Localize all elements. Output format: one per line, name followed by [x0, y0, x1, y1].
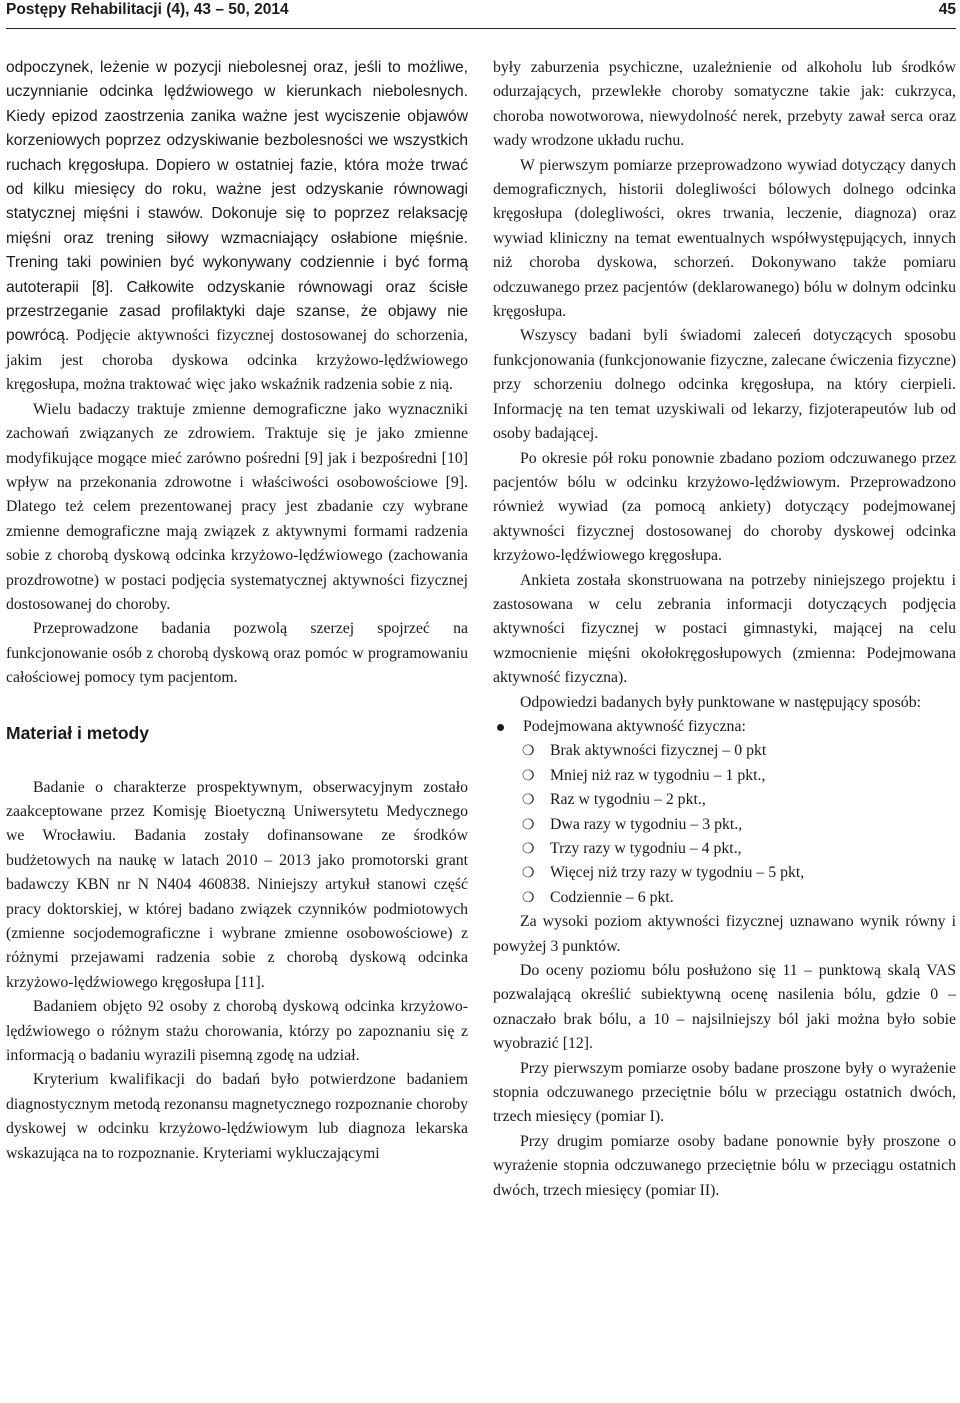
page-number: 45: [938, 1, 956, 18]
circle-bullet-icon: ❍: [522, 865, 535, 882]
list-item-label: Brak aktywności fizycznej – 0 pkt: [550, 742, 767, 760]
paragraph: były zaburzenia psychiczne, uzależnienie od alkoholu lub środków odurzających, przewlekłe choroby somatyczne takie jak: cukrzyca, choroba nowotworowa, niewydolność nerek, przebyty zawał serca oraz wady wrodzone układu ruchu.: [493, 59, 956, 150]
list-item: [493, 861, 956, 885]
paragraph: Przy pierwszym pomiarze osoby badane proszone były o wyrażenie stopnia odczuwanego przeciętnie bólu w przeciągu ostatnich dwóch, trzech miesięcy (pomiar I).: [493, 1059, 956, 1126]
sub-list: [493, 739, 956, 910]
paragraph: Po okresie pół roku ponownie zbadano poziom odczuwanego przez pacjentów bólu w odcinku krzyżowo-lędźwiowym. Przeprowadzono również wywiad (za pomocą ankiety) dotyczący podejmowanej aktywności fizycznej dostosowanej do choroby dyskowej odcinka krzyżowo-lędźwiowego kręgosłupa.: [493, 449, 956, 565]
running-header: [6, 0, 956, 29]
paragraph: Odpowiedzi badanych były punktowane w następujący sposób:: [520, 693, 921, 711]
circle-bullet-icon: ❍: [522, 889, 535, 906]
paragraph: Ankieta została skonstruowana na potrzeby niniejszego projektu i zastosowana w celu zebrania informacji dotyczących podjęcia aktywności fizycznej w postaci gimnastyki, mającej na celu wzmocnienie mięśni okołokręgosłupowych (zmienna: Podejmowana aktywność fizyczna).: [493, 571, 956, 687]
right-column: [493, 56, 956, 1203]
list-item: [493, 813, 956, 837]
section-heading: Materiał i metody: [6, 722, 149, 743]
circle-bullet-icon: ❍: [522, 841, 535, 857]
list-item-label: Codziennie – 6 pkt.: [550, 888, 674, 906]
circle-bullet-icon: ❍: [522, 816, 535, 833]
paragraph-text: Podjęcie aktywności fizycznej dostosowanej do schorzenia, jakim jest choroba dyskowa odcinka krzyżowo-lędźwiowego kręgosłupa, można traktować więc jako wskaźnik radzenia sobie z nią.: [6, 327, 468, 394]
circle-bullet-icon: ❍: [522, 767, 535, 784]
list-item: [493, 764, 956, 788]
list-item-label: Więcej niż trzy razy w tygodniu – 5 pkt,: [550, 864, 805, 882]
list-item-label: Dwa razy w tygodniu – 3 pkt.,: [550, 815, 743, 833]
journal-citation: Postępy Rehabilitacji (4), 43 – 50, 2014: [6, 1, 289, 18]
paragraph: Do oceny poziomu bólu posłużono się 11 – punktową skalą VAS pozwalającą określić subiektywną ocenę nasilenia bólu, gdzie 0 – oznaczało brak bólu, a 10 – najsilniejszy ból jaki można było sobie wyobrazić [12].: [493, 962, 956, 1053]
list-item: [493, 739, 956, 763]
paragraph: Za wysoki poziom aktywności fizycznej uznawano wynik równy i powyżej 3 punktów.: [493, 913, 956, 955]
list-item: [493, 837, 956, 861]
list-item-label: Podejmowana aktywność fizyczna:: [523, 717, 746, 735]
list-item: [493, 788, 956, 812]
paragraph: Badaniem objęto 92 osoby z chorobą dyskową odcinka krzyżowo-lędźwiowego o różnym stażu chorowania, którzy po zapoznaniu się z informacją o badaniu wyrazili pisemną zgodę na udział.: [6, 998, 468, 1065]
circle-bullet-icon: ❍: [522, 792, 535, 809]
list-item: [493, 886, 956, 910]
paragraph: Badanie o charakterze prospektywnym, obserwacyjnym zostało zaakceptowane przez Komisję Bioetyczną Uniwersytetu Medycznego we Wrocławiu. Badania zostały dofinansowane ze środków budżetowych na naukę w latach 2010 – 2013 jako promotorski grant badawczy KBN nr N N404 460838. Niniejszy artykuł stanowi część pracy doktorskiej, w której badano związek czynników podmiotowych (zmienne socjodemograficzne i wybrane zmienne osobowościowe) z różnymi przejawami radzenia sobie z chorobą dyskową odcinka krzyżowo-lędźwiowego kręgosłupa [11].: [6, 778, 468, 991]
bullet-icon: [497, 724, 504, 731]
paragraph: Przeprowadzone badania pozwolą szerzej spojrzeć na funkcjonowanie osób z chorobą dyskową oraz pomóc w programowaniu całościowej pomocy tym pacjentom.: [6, 620, 468, 687]
list-item-label: Mniej niż raz w tygodniu – 1 pkt.,: [550, 766, 766, 784]
list-item-label: Trzy razy w tygodniu – 4 pkt.,: [550, 840, 742, 857]
left-column: [6, 56, 468, 1166]
paragraph: Przy drugim pomiarze osoby badane ponownie były proszone o wyrażenie stopnia odczuwanego przeciętnie bólu w przeciągu ostatnich dwóch, trzech miesięcy (pomiar II).: [493, 1132, 956, 1199]
paragraph: Kryterium kwalifikacji do badań było potwierdzone badaniem diagnostycznym metodą rezonansu magnetycznego rozpoznanie choroby dyskowej w odcinku krzyżowo-lędźwiowym lub diagnoza lekarska wskazująca na to rozpoznanie. Kryteriami wykluczającymi: [6, 1071, 468, 1162]
paragraph: W pierwszym pomiarze przeprowadzono wywiad dotyczący danych demograficznych, historii dolegliwości bólowych dolnego odcinka kręgosłupa (dolegliwości, okres trwania, leczenie, diagnoza) oraz wywiad kliniczny na temat ewentualnych współwystępujących, innych niż choroba dyskowa, schorzeń. Dokonywano także pomiaru odczuwanego przez pacjentów (deklarowanego) bólu w dolnym odcinku kręgosłupa.: [493, 156, 956, 321]
paragraph: Wszyscy badani byli świadomi zaleceń dotyczących sposobu funkcjonowania (funkcjonowanie fizyczne, zalecane ćwiczenia fizyczne) przy schorzeniu dolnego odcinka kręgosłupa, na który cierpieli. Informację na ten temat uzyskiwali od lekarzy, fizjoterapeutów lub od osoby badającej.: [493, 327, 956, 443]
bullet-list: [493, 715, 956, 739]
paragraph: Wielu badaczy traktuje zmienne demograficzne jako wyznaczniki zachowań związanych ze zdrowiem. Traktuje się je jako zmienne modyfikujące mogące mieć zarówno pośredni [9] jak i bezpośredni [10] wpływ na przekonania zdrowotne i właściwości osobowościowe [9]. Dlatego też celem prezentowanej pracy jest zbadanie czy wybrane zmienne demograficzne mają związek z aktywnymi formami radzenia sobie z chorobą dyskową odcinka krzyżowo-lędźwiowego (zachowania prozdrowotne) w postaci podjęcia systematycznej aktywności fizycznej dostosowanej do choroby.: [6, 400, 468, 613]
list-item-label: Raz w tygodniu – 2 pkt.,: [550, 791, 706, 809]
paragraph: [6, 56, 468, 398]
paragraph-text: odpoczynek, leżenie w pozycji niebolesnej oraz, jeśli to możliwe, uczynnianie odcinka lędźwiowego w kierunkach niebolesnych. Kiedy epizod zaostrzenia zanika ważne jest wyciszenie objawów korzeniowych poprzez odzyskiwanie bezbolesności we wszystkich ruchach kręgosłupa. Dopiero w ostatniej fazie, która może trwać od kilku miesięcy do roku, ważne jest odzyskanie równowagi statycznej mięśni i stawów. Dokonuje się to poprzez relaksację mięśni oraz trening siłowy wzmacniający osłabione mięśnie. Trening taki powinien być wykonywany codziennie i być formą autoterapii [8]. Całkowite odzyskanie równowagi oraz ścisłe przestrzeganie zasad profilaktyki daje szanse, że objawy nie powrócą.: [6, 59, 468, 345]
circle-bullet-icon: ❍: [522, 743, 535, 760]
list-item: [493, 715, 956, 739]
